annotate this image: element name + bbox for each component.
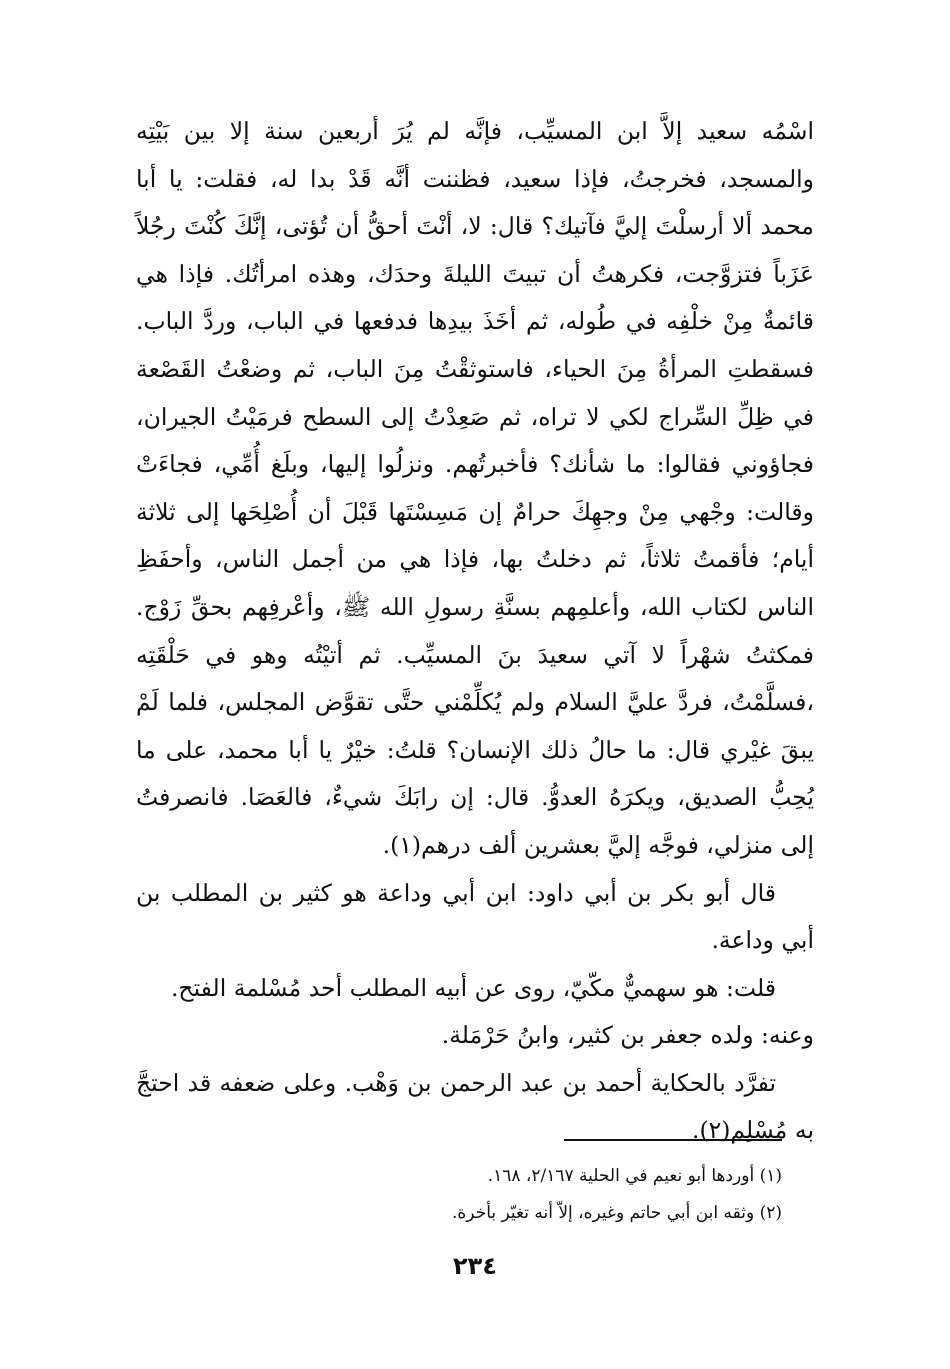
footnote-2: (٢) وثقه ابن أبي حاتم وغيره، إلاّ أنه تغيّر بأخرة. <box>452 1203 782 1223</box>
footnote-separator <box>564 1139 782 1141</box>
footnote-1: (١) أوردها أبو نعيم في الحلية ٢/١٦٧، ١٦٨. <box>487 1166 782 1186</box>
main-text <box>136 108 814 1155</box>
footnotes <box>182 1158 782 1232</box>
page-number: ٢٣٤ <box>453 1252 497 1280</box>
paragraph-story: اسْمُه سعيد إلاَّ ابن المسيِّب، فإنَّه لم يُرَ أربعين سنة إلا بين بَيْتِه والمسجد، فخرجتُ، فإذا سعيد، فظننت أنَّه قَدْ بدا له، فقلت: يا أبا محمد ألا أرسلْتَ إليَّ فآتيك؟ قال: لا، أنْتَ أحقُّ أن تُؤتى، إنَّكَ كُنْتَ رجُلاً عَزَباً فتزوَّجت، فكرهتُ أن تبيتَ الليلةَ وحدَك، وهذه امرأتُك. فإذا هي قائمةٌ مِنْ خلْفِه في طُوله، ثم أخَذَ بيدِها فدفعها في الباب، وردَّ الباب. فسقطتِ المرأةُ مِنَ الحياء، فاستوثقْتُ مِنَ الباب، ثم وضعْتُ القَصْعة في ظِلِّ السِّراج لكي لا تراه، ثم صَعِدْتُ إلى السطح فرمَيْتُ الجيران، فجاؤوني فقالوا: ما شأنك؟ فأخبرتُهم. ونزلُوا إليها، وبلَغ أُمِّي، فجاءَتْ وقالت: وجْهي مِنْ وجهِكَ حرامٌ إن مَسِسْتَها قَبْلَ أن أُصْلِحَها إلى ثلاثة أيام؛ فأقمتُ ثلاثاً، ثم دخلتُ بها، فإذا هي من أجمل الناس، وأحفَظِ الناس لكتاب الله، وأعلمِهم بسنَّةِ رسولِ الله ﷺ، وأعْرفِهم بحقِّ زَوْج. فمكثتُ شهْراً لا آتي سعيدَ بنَ المسيِّب. ثم أتيْتُه وهو في حَلْقَتِه ،فسلَّمْتُ، فردَّ عليَّ السلام ولم يُكلِّمْني حتَّى تقوَّض المجلس، فلما لَمْ يبقَ غيْري قال: ما حالُ ذلك الإنسان؟ قلتُ: خيْرٌ يا أبا محمد، على ما يُحِبُّ الصديق، ويكرَهُ العدوُّ. قال: إن رابَكَ شيءٌ، فالعَصَا. فانصرفتُ إلى منزلي، فوجَّه إليَّ بعشرين ألف درهم(١). <box>136 117 814 859</box>
paragraph-wa-anhu: وعنه: ولده جعفر بن كثير، وابنُ حَرْمَلة. <box>441 1021 814 1050</box>
paragraph-abu-bakr: قال أبو بكر بن أبي داود: ابن أبي وداعة هو كثير بن المطلب بن أبي وداعة. <box>136 878 814 955</box>
paragraph-sahmi: قلت: هو سهميٌّ مكّيّ، روى عن أبيه المطلب أحد مُسْلمة الفتح. <box>170 973 776 1002</box>
paragraph-tafarrada: تفرَّد بالحكاية أحمد بن عبد الرحمن بن وَهْب. وعلى ضعفه قد احتجَّ به مُسْلِم(٢). <box>136 1068 814 1145</box>
